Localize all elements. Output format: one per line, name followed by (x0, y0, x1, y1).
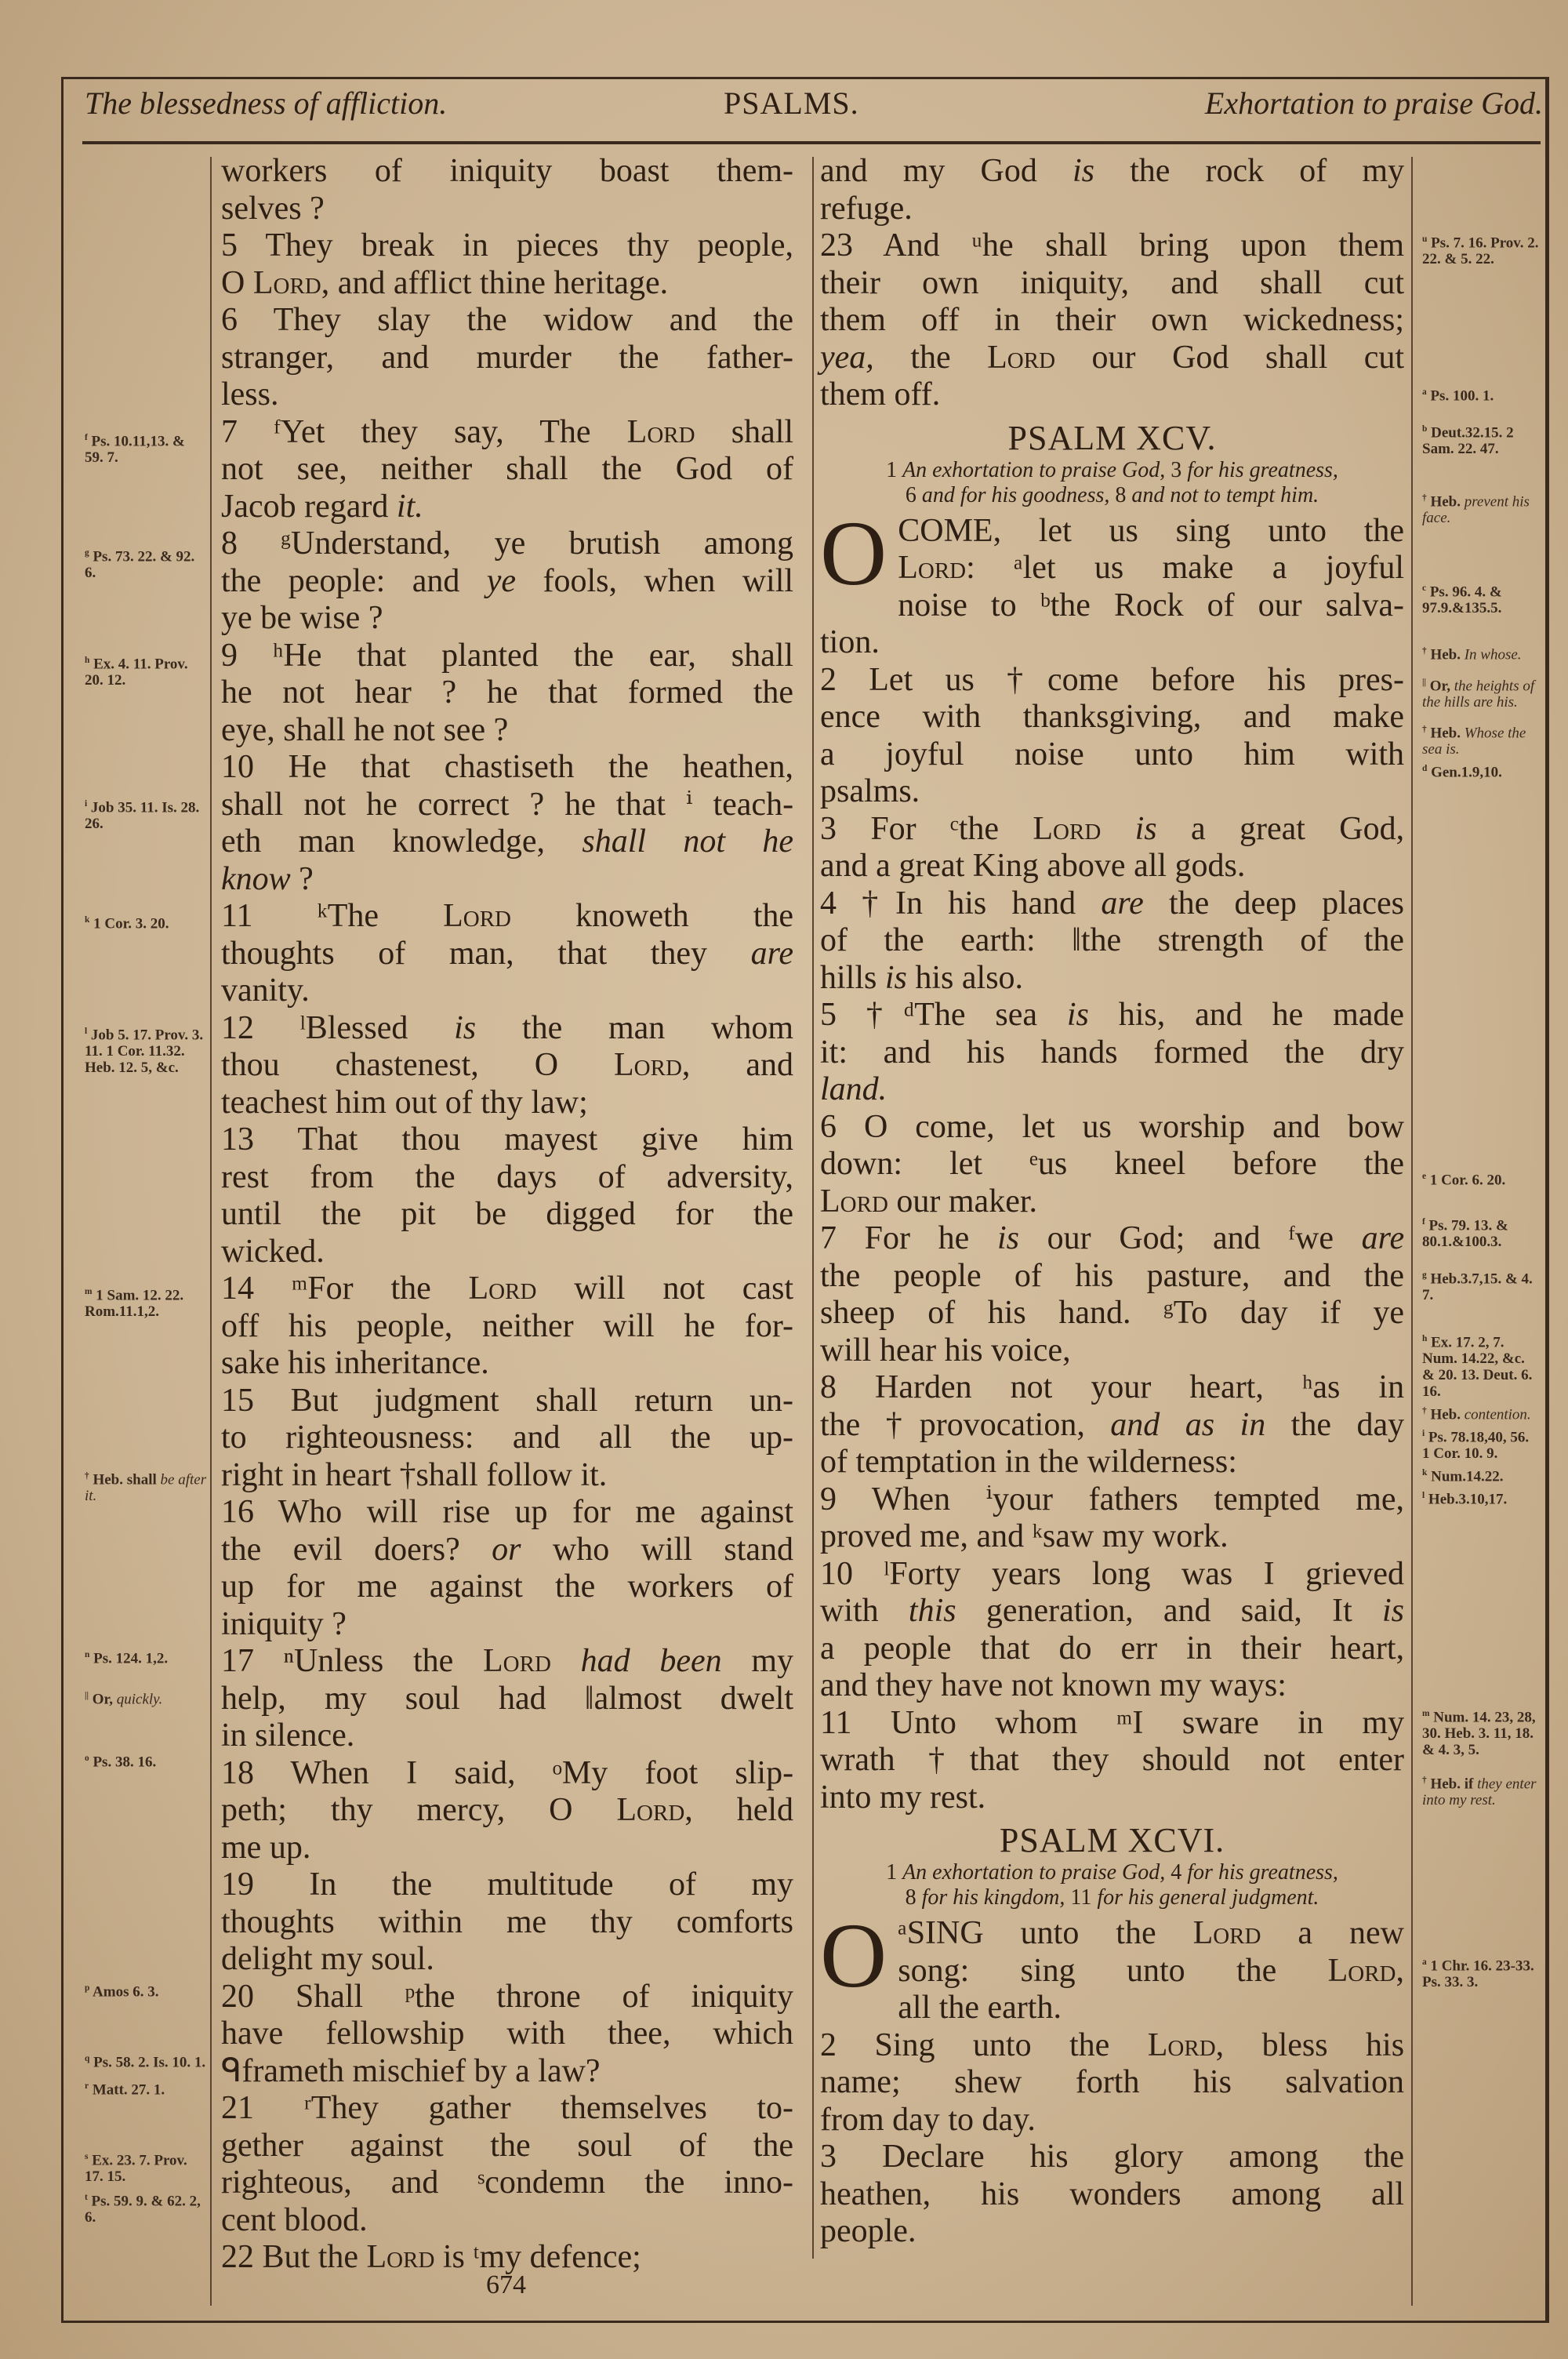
verse-line: yea, the Lord our God shall cut (820, 339, 1405, 376)
psalm-95-title: PSALM XCV. (1007, 418, 1217, 457)
right-margin-note: † Heb. Whose the sea is. (1422, 725, 1526, 758)
verse-line: the evil doers? or who will stand (221, 1531, 794, 1568)
verse-line: gether against the soul of the (221, 2127, 793, 2164)
verse-line: them off in their own wickedness; (820, 302, 1405, 338)
reference-mark: † (85, 1471, 89, 1481)
verse-line: ye be wise ? (221, 600, 383, 636)
verse-line: shall not he correct ? he that ⁱ teach- (221, 786, 794, 823)
left-margin-note: † Heb. shall be after it. (85, 1471, 207, 1505)
right-margin-note: † Heb. if they enter into my rest. (1422, 1776, 1537, 1809)
reference-mark: † (1422, 1776, 1427, 1785)
psalm-95-line: 11 Unto whom ᵐI sware in my (820, 1704, 1405, 1741)
verse-line: 5 They break in pieces thy people, (221, 227, 794, 264)
psalm-96-line: song: sing unto the Lord, (898, 1952, 1404, 1989)
psalm-96-line: 2 Sing unto the Lord, bless his (820, 2026, 1405, 2063)
verse-line: righteous, and ˢcondemn the inno- (221, 2165, 793, 2201)
verse-line: selves ? (221, 190, 325, 227)
reference-mark: r (85, 2081, 89, 2091)
psalm-95-line: tion. (820, 624, 880, 660)
verse-line: delight my soul. (221, 1941, 434, 1977)
verse-line: them off. (820, 376, 941, 413)
left-margin-note: $^k$ 1 Cor. 3. 20. (85, 915, 169, 932)
left-margin-note: $^q$ Ps. 58. 2. Is. 10. 1. (85, 2054, 206, 2071)
reference-mark: h (1422, 1334, 1428, 1343)
right-margin-note: $^m$ Num. 14. 23, 28, 30. Heb. 3. 11, 18. & 4. 3, 5. (1422, 1709, 1536, 1759)
psalm-96-line: all the earth. (898, 1990, 1062, 2026)
verse-line: 6 They slay the widow and the (221, 302, 794, 338)
left-margin-note: $^o$ Ps. 38. 16. (85, 1754, 157, 1771)
reference-mark: l (85, 1027, 88, 1036)
verse-line: 14 ᵐFor the Lord will not cast (221, 1270, 794, 1307)
verse-line: the people: and ye fools, when will (221, 562, 794, 599)
running-head-left: The blessedness of affliction. (85, 85, 448, 121)
reference-mark: † (1422, 493, 1427, 503)
verse-line: 16 Who will rise up for me against (221, 1494, 794, 1530)
verse-line: 8 ᵍUnderstand, ye brutish among (221, 525, 794, 562)
verse-line: not see, neither shall the God of (221, 451, 794, 487)
verse-line: less. (221, 376, 279, 413)
psalm-96-line: from day to day. (820, 2101, 1036, 2138)
reference-mark: g (85, 548, 89, 558)
right-margin-note: || Or, the heights of the hills are his. (1422, 678, 1535, 711)
running-head-right: Exhortation to praise God. (1204, 85, 1543, 121)
right-margin-note: $^e$ 1 Cor. 6. 20. (1422, 1172, 1506, 1189)
reference-mark: k (1422, 1468, 1428, 1478)
psalm-95-line: ence with thanksgiving, and make (820, 699, 1405, 735)
verse-line: sake his inheritance. (221, 1345, 489, 1381)
verse-line: Jacob regard it. (221, 488, 423, 525)
right-margin-note: $^l$ Heb.3.10,17. (1422, 1491, 1508, 1508)
left-margin-rule (210, 157, 212, 2306)
reference-mark: g (1422, 1270, 1427, 1280)
psalm-95-argument: 6 and for his goodness, 8 and not to tempt him. (905, 482, 1319, 507)
psalm-95-line: into my rest. (820, 1779, 986, 1816)
right-margin-references (1422, 0, 1540, 2359)
reference-mark: c (1422, 583, 1427, 593)
verse-line: 20 Shall ᵖthe throne of iniquity (221, 1978, 793, 2015)
left-margin-note: $^r$ Matt. 27. 1. (85, 2081, 165, 2099)
psalm-96-line: heathen, his wonders among all (820, 2175, 1405, 2212)
verse-line: peth; thy mercy, O Lord, held (221, 1792, 794, 1828)
psalm-95-line: hills is his also. (820, 959, 1024, 996)
psalm-95-line: and they have not known my ways: (820, 1667, 1287, 1703)
psalm-95-line: the people of his pasture, and the (820, 1257, 1405, 1294)
verse-line: thoughts within me thy comforts (221, 1903, 793, 1940)
reference-mark: b (1422, 424, 1428, 434)
psalm-95-line: the †provocation, and as in the day (820, 1406, 1405, 1443)
right-margin-note: $^d$ Gen.1.9,10. (1422, 764, 1502, 781)
reference-mark: q (85, 2054, 90, 2063)
psalm-96-line: 3 Declare his glory among the (820, 2139, 1405, 2175)
left-margin-references (85, 0, 207, 2359)
reference-mark: s (85, 2152, 89, 2161)
verse-line: in silence. (221, 1717, 355, 1754)
left-margin-note: $^f$ Ps. 10.11,13. & 59. 7. (85, 433, 185, 467)
verse-line: up for me against the workers of (221, 1568, 793, 1605)
reference-mark: † (1422, 646, 1427, 656)
psalm-96-line: name; shew forth his salvation (820, 2064, 1405, 2100)
left-margin-note: $^t$ Ps. 59. 9. & 62. 2, 6. (85, 2193, 201, 2226)
reference-mark: l (1422, 1491, 1425, 1500)
psalm-96-argument: 8 for his kingdom, 11 for his general judgment. (905, 1885, 1319, 1910)
right-margin-note: $^g$ Heb.3.7,15. & 4. 7. (1422, 1270, 1533, 1304)
psalm-95-line: wrath †that they should not enter (820, 1742, 1405, 1778)
verse-line: vanity. (221, 972, 310, 1009)
page-number: 674 (486, 2270, 526, 2299)
right-margin-note: $^b$ Deut.32.15. 2 Sam. 22. 47. (1422, 424, 1514, 458)
reference-mark: m (1422, 1709, 1430, 1718)
psalm-95-line: 9 When ⁱyour fathers tempted me, (820, 1481, 1405, 1518)
reference-mark: a (1422, 1957, 1427, 1967)
right-margin-note: $^a$ Ps. 100. 1. (1422, 387, 1494, 405)
reference-mark: t (85, 2193, 88, 2202)
center-column-rule (812, 157, 814, 2259)
verse-line: workers of iniquity boast them- (221, 153, 794, 189)
verse-line: me up. (221, 1829, 311, 1866)
verse-line: eye, shall he not see ? (221, 711, 509, 748)
reference-mark: m (85, 1287, 93, 1296)
psalm-95-line: 6 O come, let us worship and bow (820, 1108, 1405, 1145)
verse-line: 12 ˡBlessed is the man whom (221, 1009, 794, 1046)
left-margin-note: || Or, quickly. (85, 1691, 163, 1708)
verse-line: 7 ᶠYet they say, The Lord shall (221, 413, 794, 450)
psalm-95-line: sheep of his hand. ᵍTo day if ye (820, 1295, 1405, 1331)
verse-line: wicked. (221, 1233, 325, 1270)
verse-line: stranger, and murder the father- (221, 339, 793, 376)
psalm-95-line: psalms. (820, 773, 920, 809)
left-margin-note: $^l$ Job 5. 17. Prov. 3. 11. 1 Cor. 11.32. Heb. 12. 5, &c. (85, 1027, 204, 1077)
psalm-95-line: 2 Let us †come before his pres- (820, 661, 1404, 698)
psalm-96-line: people. (820, 2213, 916, 2249)
left-margin-note: $^i$ Job 35. 11. Is. 28. 26. (85, 799, 200, 833)
verse-line: right in heart †shall follow it. (221, 1456, 608, 1493)
right-margin-note: † Heb. prevent his face. (1422, 493, 1530, 527)
left-margin-note: $^m$ 1 Sam. 12. 22. Rom.11.1,2. (85, 1287, 184, 1321)
reference-mark: † (1422, 725, 1427, 734)
left-margin-note: $^n$ Ps. 124. 1,2. (85, 1650, 169, 1667)
right-margin-note: $^k$ Num.14.22. (1422, 1468, 1504, 1485)
psalm-95-line: Lord: ᵃlet us make a joyful (898, 550, 1405, 586)
psalm-95-line: of the earth: ‖the strength of the (820, 922, 1404, 958)
right-margin-note: $^u$ Ps. 7. 16. Prov. 2. 22. & 5. 22. (1422, 234, 1539, 268)
left-margin-note: $^s$ Ex. 23. 7. Prov. 17. 15. (85, 2152, 187, 2186)
left-text-column (221, 153, 793, 2277)
reference-mark: f (1422, 1217, 1425, 1227)
psalm-96-argument: 1 An exhortation to praise God, 4 for his greatness, (886, 1860, 1338, 1885)
reference-mark: p (85, 1983, 90, 1993)
psalm-95-line: 10 ˡForty years long was I grieved (820, 1555, 1405, 1592)
right-margin-note: † Heb. In whose. (1422, 646, 1522, 663)
verse-line: teachest him out of thy law; (221, 1084, 588, 1121)
verse-line: 11 ᵏThe Lord knoweth the (221, 898, 794, 934)
verse-line: 22 But the Lord is ᵗmy defence; (221, 2239, 641, 2275)
verse-line: off his people, neither will he for- (221, 1307, 794, 1344)
reference-mark: k (85, 915, 90, 925)
right-margin-note: $^c$ Ps. 96. 4. & 97.9.&135.5. (1422, 583, 1502, 617)
psalm-95-line: and a great King above all gods. (820, 848, 1246, 884)
verse-line: until the pit be digged for the (221, 1196, 794, 1232)
psalm-95-line: Lord our maker. (820, 1183, 1038, 1219)
psalm-96-line: ᵃSING unto the Lord a new (898, 1915, 1404, 1951)
left-margin-note: $^g$ Ps. 73. 22. & 92. 6. (85, 548, 195, 582)
psalm-95-line: of temptation in the wilderness: (820, 1444, 1237, 1480)
verse-line: 13 That thou mayest give him (221, 1121, 794, 1158)
reference-mark: e (1422, 1172, 1427, 1181)
reference-mark: h (85, 656, 90, 665)
reference-mark: i (85, 799, 88, 809)
verse-line: 19 In the multitude of my (221, 1866, 794, 1903)
psalm-95-line: COME, let us sing unto the (898, 512, 1405, 549)
psalm-95-line: 7 For he is our God; and ᶠwe are (820, 1220, 1405, 1256)
right-margin-rule (1411, 157, 1413, 2306)
verse-line: 18 When I said, ᵒMy foot slip- (221, 1754, 794, 1791)
reference-mark: f (85, 433, 88, 442)
verse-line: cent blood. (221, 2201, 368, 2238)
verse-line: rest from the days of adversity, (221, 1158, 794, 1195)
psalm-96-dropcap: O (820, 1904, 887, 2007)
verse-line: have fellowship with thee, which (221, 2016, 794, 2052)
verse-line: 10 He that chastiseth the heathen, (221, 749, 794, 785)
right-text-column (820, 153, 1404, 2251)
verse-line: and my God is the rock of my (820, 153, 1405, 189)
reference-mark: o (85, 1754, 89, 1763)
right-margin-note: $^h$ Ex. 17. 2, 7. Num. 14.22, &c. & 20. 13. Deut. 6. 16. (1422, 1334, 1533, 1401)
right-margin-note: $^i$ Ps. 78.18,40, 56. 1 Cor. 10. 9. (1422, 1429, 1530, 1463)
verse-line: 15 But judgment shall return un- (221, 1382, 794, 1419)
verse-line: eth man knowledge, shall not he (221, 823, 793, 860)
verse-line: help, my soul had ‖almost dwelt (221, 1680, 794, 1717)
psalm-95-line: a people that do err in their heart, (820, 1630, 1405, 1667)
verse-line: their own iniquity, and shall cut (820, 264, 1404, 301)
reference-mark: || (85, 1691, 89, 1700)
psalm-95-line: 3 For ᶜthe Lord is a great God, (820, 810, 1405, 847)
verse-line: thou chastenest, O Lord, and (221, 1047, 794, 1083)
verse-line: know ? (221, 860, 314, 897)
psalm-95-line: will hear his voice, (820, 1332, 1071, 1369)
verse-line: iniquity ? (221, 1605, 347, 1642)
running-head (85, 85, 1543, 132)
verse-line: refuge. (820, 190, 913, 227)
psalm-95-dropcap: O (820, 501, 887, 605)
left-margin-note: $^p$ Amos 6. 3. (85, 1983, 159, 2001)
reference-mark: i (1422, 1429, 1425, 1438)
verse-line: he not hear ? he that formed the (221, 674, 793, 711)
reference-mark: a (1422, 387, 1427, 397)
psalm-95-line: 8 Harden not your heart, ʰas in (820, 1369, 1405, 1405)
reference-mark: n (85, 1650, 90, 1659)
right-margin-note: $^a$ 1 Chr. 16. 23-33. Ps. 33. 3. (1422, 1957, 1534, 1991)
left-margin-note: $^h$ Ex. 4. 11. Prov. 20. 12. (85, 656, 188, 689)
verse-line: 21 ʳThey gather themselves to- (221, 2090, 794, 2126)
psalm-95-line: with this generation, and said, It is (820, 1593, 1404, 1629)
right-margin-note: $^f$ Ps. 79. 13. & 80.1.&100.3. (1422, 1217, 1508, 1251)
psalm-95-line: down: let ᵉus kneel before the (820, 1146, 1405, 1182)
reference-mark: u (1422, 234, 1428, 244)
psalm-95-line: a joyful noise unto him with (820, 736, 1405, 772)
psalm-95-line: it: and his hands formed the dry (820, 1034, 1405, 1070)
verse-line: 17 ⁿUnless the Lord had been my (221, 1643, 794, 1679)
verse-line: 23 And ᵘhe shall bring upon them (820, 227, 1405, 264)
reference-mark: || (1422, 678, 1427, 687)
psalm-95-argument: 1 An exhortation to praise God, 3 for his greatness, (886, 457, 1338, 482)
verse-line: thoughts of man, that they are (221, 935, 794, 972)
psalm-95-line: noise to ᵇthe Rock of our salva- (898, 587, 1404, 623)
psalm-95-line: proved me, and ᵏsaw my work. (820, 1518, 1229, 1554)
reference-mark: d (1422, 764, 1428, 773)
verse-line: 9 ʰHe that planted the ear, shall (221, 637, 794, 674)
psalm-95-line: land. (820, 1071, 887, 1107)
verse-line: to righteousness: and all the up- (221, 1419, 794, 1456)
psalm-95-line: 5 †ᵈThe sea is his, and he made (820, 997, 1405, 1033)
reference-mark: † (1422, 1406, 1427, 1416)
right-margin-note: † Heb. contention. (1422, 1406, 1531, 1423)
psalm-96-title: PSALM XCVI. (999, 1821, 1225, 1859)
verse-line: O Lord, and afflict thine heritage. (221, 264, 669, 301)
running-head-book: PSALMS. (724, 85, 859, 121)
psalm-95-line: 4 †In his hand are the deep places (820, 885, 1405, 921)
header-rule (82, 141, 1541, 144)
verse-line: ᑫframeth mischief by a law? (221, 2052, 601, 2089)
